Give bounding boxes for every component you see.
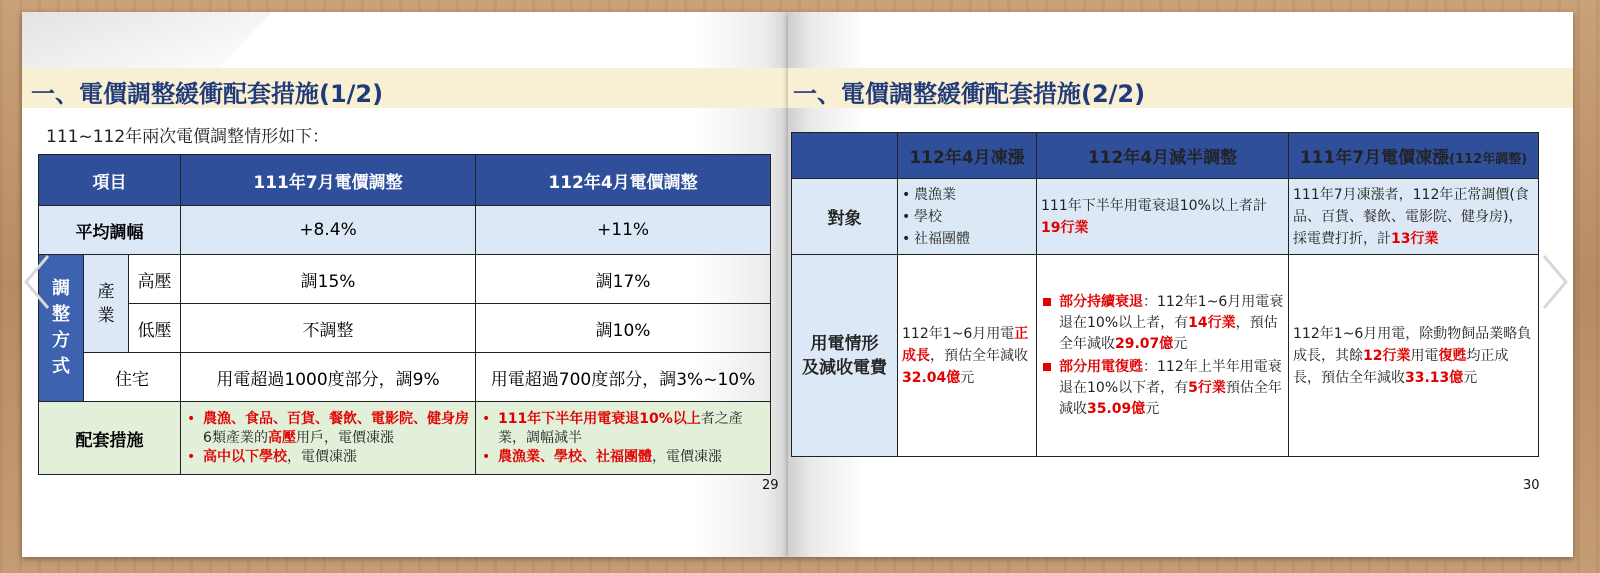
header-jul-freeze: 111年7月電價凍漲(112年調整) bbox=[1289, 133, 1539, 179]
usage-jul-freeze: 112年1~6月用電，除動物飼品業略負成長，其餘12行業用電復甦均正成長，預估全年減收33.13億元 bbox=[1289, 255, 1539, 457]
industry-label-text: 產業 bbox=[97, 281, 115, 326]
usage-bullet: 部分用電復甦：112年上半年用電衰退在10%以下者，有5行業預估全年減收35.09億元 bbox=[1041, 357, 1284, 420]
header-half: 112年4月減半調整 bbox=[1037, 133, 1289, 179]
relief-measures-table bbox=[791, 132, 1539, 457]
residential-112: 用電超過700度部分，調3%~10% bbox=[476, 353, 771, 402]
low-voltage-111: 不調整 bbox=[181, 304, 476, 353]
avg-112: +11% bbox=[476, 206, 771, 255]
measures-111 bbox=[181, 402, 476, 475]
right-page bbox=[788, 12, 1573, 557]
measure-bullet: • 農漁業、學校、社福團體，電價凍漲 bbox=[482, 448, 764, 467]
book-spread bbox=[22, 12, 1573, 557]
low-voltage-label: 低壓 bbox=[129, 304, 181, 353]
header-blank bbox=[792, 133, 898, 179]
target-item: • 農漁業 bbox=[902, 184, 1032, 206]
header-112-apr: 112年4月電價調整 bbox=[476, 155, 771, 206]
header-item: 項目 bbox=[39, 155, 181, 206]
intro-text: 111~112年兩次電價調整情形如下： bbox=[46, 127, 330, 147]
usage-half bbox=[1037, 255, 1289, 457]
residential-label: 住宅 bbox=[84, 353, 181, 402]
target-label: 對象 bbox=[792, 179, 898, 255]
prev-page-button[interactable] bbox=[22, 252, 52, 312]
page-number: 30 bbox=[1523, 478, 1540, 493]
header-111-jul: 111年7月電價調整 bbox=[181, 155, 476, 206]
avg-111: +8.4% bbox=[181, 206, 476, 255]
target-freeze bbox=[898, 179, 1037, 255]
header-freeze: 112年4月凍漲 bbox=[898, 133, 1037, 179]
usage-freeze: 112年1~6月用電正成長，預估全年減收32.04億元 bbox=[898, 255, 1037, 457]
measures-112 bbox=[476, 402, 771, 475]
target-half: 111年下半年用電衰退10%以上者計19行業 bbox=[1037, 179, 1289, 255]
page-title: 一、電價調整緩衝配套措施(1/2) bbox=[31, 80, 384, 108]
page-title: 一、電價調整緩衝配套措施(2/2) bbox=[793, 80, 1146, 108]
avg-label: 平均調幅 bbox=[39, 206, 181, 255]
corner-decoration bbox=[22, 12, 272, 70]
method-label-text: 調整方式 bbox=[52, 278, 70, 377]
page-number: 29 bbox=[762, 478, 779, 493]
low-voltage-112: 調10% bbox=[476, 304, 771, 353]
industry-label bbox=[84, 255, 129, 353]
next-page-button[interactable] bbox=[1540, 252, 1570, 312]
high-voltage-111: 調15% bbox=[181, 255, 476, 304]
measure-bullet: • 111年下半年用電衰退10%以上者之產業，調幅減半 bbox=[482, 410, 764, 448]
chevron-left-icon bbox=[22, 252, 52, 312]
chevron-right-icon bbox=[1540, 252, 1570, 312]
price-adjustment-table bbox=[38, 154, 771, 475]
measures-label: 配套措施 bbox=[39, 402, 181, 475]
measure-bullet: • 高中以下學校，電價凍漲 bbox=[187, 448, 469, 467]
measure-bullet: • 農漁、食品、百貨、餐飲、電影院、健身房6類產業的高壓用戶，電價凍漲 bbox=[187, 410, 469, 448]
usage-label: 用電情形 及減收電費 bbox=[792, 255, 898, 457]
usage-bullet: 部分持續衰退：112年1~6月用電衰退在10%以上者，有14行業，預估全年減收29.07億元 bbox=[1041, 292, 1284, 355]
target-item: • 學校 bbox=[902, 206, 1032, 228]
residential-111: 用電超過1000度部分，調9% bbox=[181, 353, 476, 402]
high-voltage-label: 高壓 bbox=[129, 255, 181, 304]
high-voltage-112: 調17% bbox=[476, 255, 771, 304]
left-page bbox=[22, 12, 788, 557]
target-item: • 社福團體 bbox=[902, 228, 1032, 250]
target-jul-freeze: 111年7月凍漲者，112年正常調價(食品、百貨、餐飲、電影院、健身房)，採電費打折，計13行業 bbox=[1289, 179, 1539, 255]
